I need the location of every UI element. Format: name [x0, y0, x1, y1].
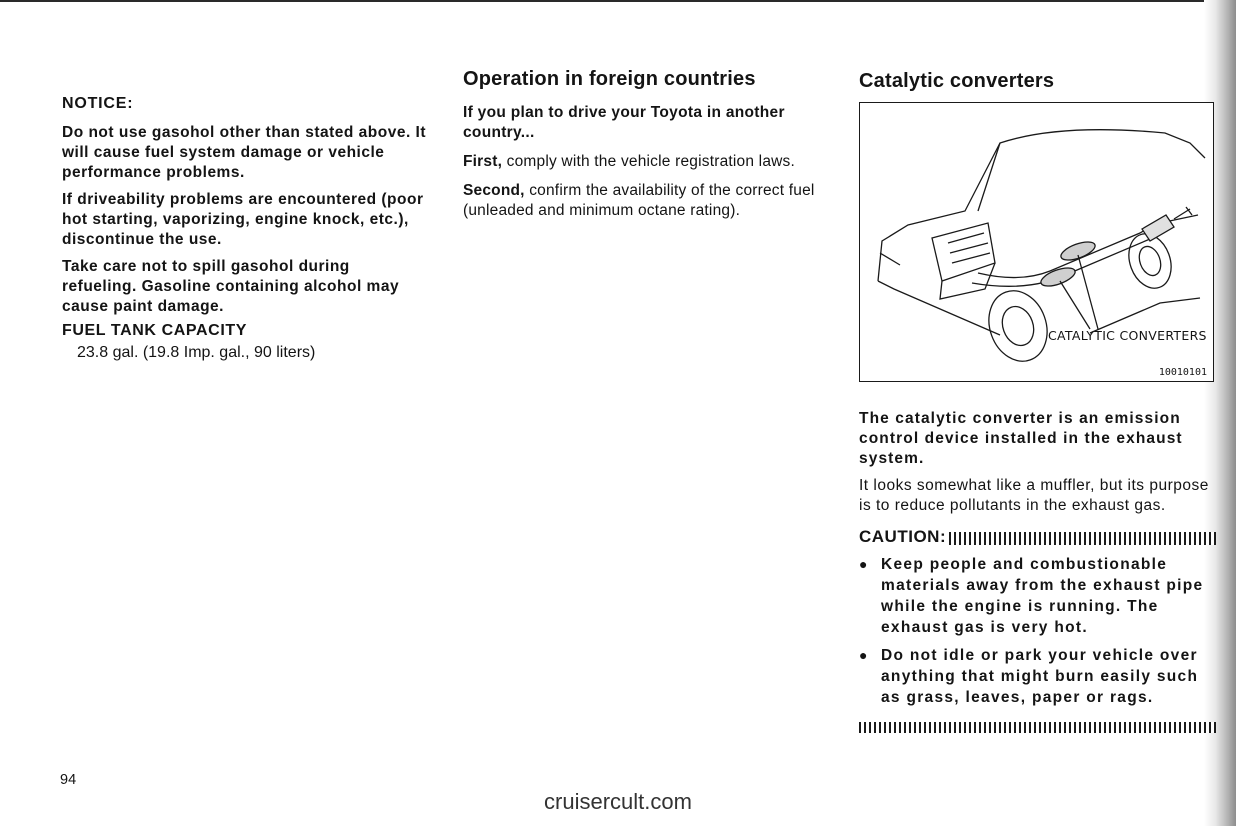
catalytic-para-2: It looks somewhat like a muffler, but its purpose is to reduce pollutants in the exhaust gas. [859, 477, 1209, 514]
catalytic-para-1: The catalytic converter is an emission control device installed in the exhaust system. [859, 410, 1183, 467]
watermark: cruisercult.com [544, 789, 692, 814]
first-label: First, [463, 153, 503, 170]
bullet-icon: ● [859, 556, 868, 572]
caution-item [859, 554, 1216, 638]
fuel-tank-value: 23.8 gal. (19.8 Imp. gal., 90 liters) [77, 344, 316, 361]
caution-bottom-bar [859, 722, 1216, 733]
foreign-intro: If you plan to drive your Toyota in another country... [463, 104, 785, 141]
middle-column [463, 68, 829, 221]
figure-label: CATALYTIC CONVERTERS [1048, 328, 1207, 343]
section-title-foreign: Operation in foreign countries [463, 68, 756, 90]
caution-item-text: Keep people and combustionable materials away from the exhaust pipe while the engine is running. The exhaust gas is very hot. [881, 556, 1204, 636]
caution-item-text: Do not idle or park your vehicle over anything that might burn easily such as grass, leaves, paper or rags. [881, 647, 1199, 706]
second-text: confirm the availability of the correct fuel (unleaded and minimum octane rating). [463, 182, 815, 219]
notice-heading: NOTICE: [62, 95, 134, 112]
foreign-step-first [463, 152, 829, 172]
notice-paragraph: Take care not to spill gasohol during refueling. Gasoline containing alcohol may cause paint damage. [62, 258, 400, 315]
foreign-step-second [463, 181, 829, 221]
bullet-icon: ● [859, 647, 868, 663]
caution-heading-row [859, 527, 1216, 547]
right-column [859, 70, 1216, 733]
page-number: 94 [60, 772, 77, 788]
notice-paragraph: Do not use gasohol other than stated above. It will cause fuel system damage or vehicle performance problems. [62, 124, 427, 181]
caution-top-bar [949, 532, 1216, 545]
caution-heading: CAUTION: [859, 527, 947, 546]
section-title-catalytic: Catalytic converters [859, 70, 1055, 92]
notice-paragraph: If driveability problems are encountered (poor hot starting, vaporizing, engine knock, etc.), discontinue the use. [62, 191, 424, 248]
first-text: comply with the vehicle registration laws. [506, 153, 796, 170]
figure-code: 10010101 [1158, 367, 1207, 378]
second-label: Second, [463, 182, 525, 199]
fuel-tank-heading: FUEL TANK CAPACITY [62, 322, 248, 339]
left-column [62, 95, 428, 362]
top-rule [0, 0, 1210, 2]
caution-item [859, 645, 1216, 708]
